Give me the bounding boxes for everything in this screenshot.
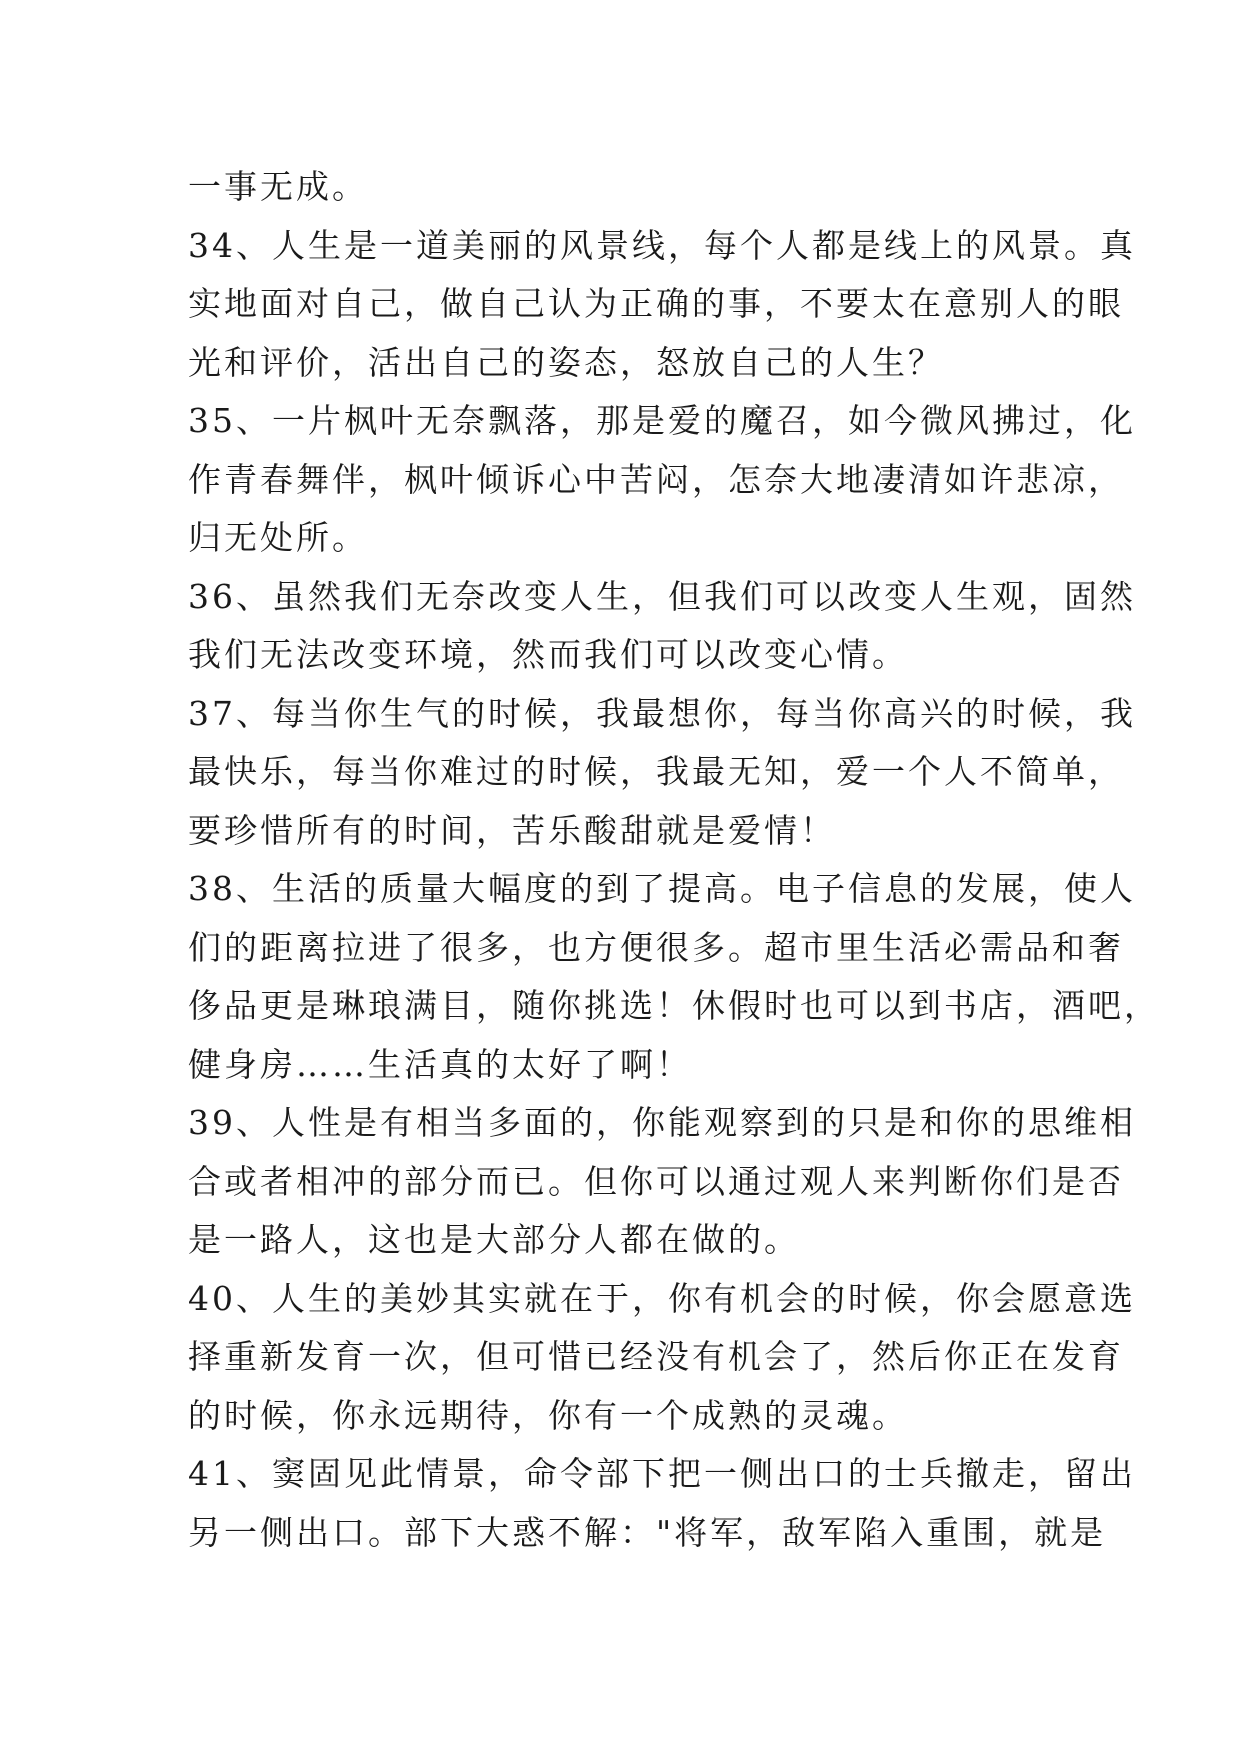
text-line: 34、人生是一道美丽的风景线，每个人都是线上的风景。真 [188,225,1136,265]
text-line: 37、每当你生气的时候，我最想你，每当你高兴的时候，我 [188,693,1136,733]
text-line: 35、一片枫叶无奈飘落，那是爱的魔召，如今微风拂过，化 [188,401,1136,440]
text-line: 光和评价，活出自己的姿态，怒放自己的人生？ [188,342,944,382]
text-line: 要珍惜所有的时间，苦乐酸甜就是爱情！ [188,810,836,850]
text-line: 是一路人，这也是大部分人都在做的。 [188,1220,800,1259]
text-line: 40、人生的美妙其实就在于，你有机会的时候，你会愿意选 [188,1278,1136,1318]
text-line: 合或者相冲的部分而已。但你可以通过观人来判断你们是否 [188,1161,1124,1201]
text-line: 另一侧出口。部下大惑不解："将军，敌军陷入重围，就是 [188,1512,1107,1552]
text-line: 实地面对自己，做自己认为正确的事，不要太在意别人的眼 [188,284,1124,323]
text-line: 择重新发育一次，但可惜已经没有机会了，然后你正在发育 [188,1337,1124,1376]
document-body [188,158,1160,1562]
text-line: 作青春舞伴，枫叶倾诉心中苦闷，怎奈大地凄清如许悲凉， [188,459,1124,499]
text-line: 一事无成。 [188,167,368,206]
text-line: 健身房……生活真的太好了啊！ [188,1044,692,1084]
text-line: 39、人性是有相当多面的，你能观察到的只是和你的思维相 [188,1103,1136,1142]
text-line: 38、生活的质量大幅度的到了提高。电子信息的发展，使人 [188,869,1136,908]
text-line: 侈品更是琳琅满目，随你挑选！休假时也可以到书店，酒吧， [188,986,1160,1025]
text-line: 们的距离拉进了很多，也方便很多。超市里生活必需品和奢 [188,927,1124,967]
text-line: 41、窦固见此情景，命令部下把一侧出口的士兵撤走，留出 [188,1454,1136,1493]
text-line: 的时候，你永远期待，你有一个成熟的灵魂。 [188,1395,908,1435]
text-line: 我们无法改变环境，然而我们可以改变心情。 [188,635,908,674]
text-line: 36、虽然我们无奈改变人生，但我们可以改变人生观，固然 [188,576,1136,616]
text-line: 最快乐，每当你难过的时候，我最无知，爱一个人不简单， [188,752,1124,791]
text-line: 归无处所。 [188,518,368,557]
